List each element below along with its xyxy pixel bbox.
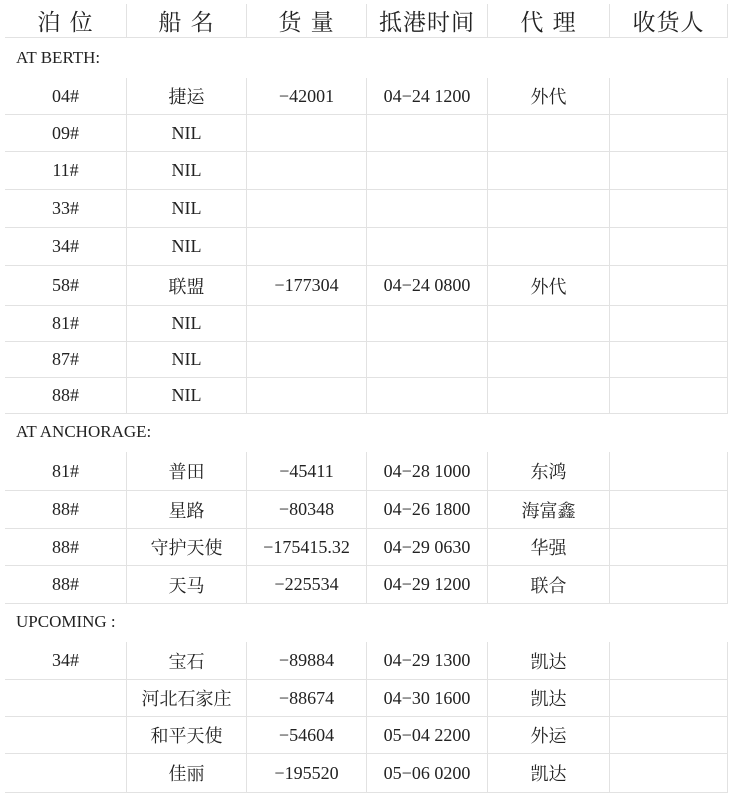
cell-vessel: NIL [127, 152, 247, 190]
cell-berth: 11# [5, 152, 127, 190]
cell-agent: 外代 [488, 78, 610, 115]
cell-vessel: 宝石 [127, 642, 247, 680]
cell-quantity: −89884 [247, 642, 367, 680]
cell-arrival: 04−29 1300 [367, 642, 488, 680]
cell-berth: 87# [5, 342, 127, 378]
table-row [0, 680, 734, 717]
cell-vessel: NIL [127, 306, 247, 342]
cell-quantity [247, 152, 367, 190]
table-row [0, 566, 734, 604]
table-row [0, 78, 734, 115]
cell-consignee [610, 78, 728, 115]
cell-berth: 09# [5, 115, 127, 152]
cell-quantity [247, 115, 367, 152]
cell-quantity: −175415.32 [247, 529, 367, 566]
table-header [0, 0, 734, 40]
cell-vessel: NIL [127, 342, 247, 378]
cell-agent [488, 228, 610, 266]
header-vessel-name: 船 名 [127, 4, 247, 38]
cell-consignee [610, 306, 728, 342]
cell-arrival [367, 306, 488, 342]
cell-consignee [610, 717, 728, 754]
cell-consignee [610, 115, 728, 152]
cell-arrival: 05−04 2200 [367, 717, 488, 754]
table-row [0, 306, 734, 342]
cell-arrival: 04−24 1200 [367, 78, 488, 115]
section-upcoming [0, 604, 734, 642]
table-row [0, 266, 734, 306]
cell-arrival: 05−06 0200 [367, 754, 488, 793]
cell-berth: 33# [5, 190, 127, 228]
cell-consignee [610, 190, 728, 228]
table-row [0, 378, 734, 414]
cell-consignee [610, 491, 728, 529]
cell-vessel: NIL [127, 378, 247, 414]
cell-berth: 34# [5, 228, 127, 266]
cell-berth [5, 717, 127, 754]
cell-berth: 34# [5, 642, 127, 680]
cell-agent: 外运 [488, 717, 610, 754]
cell-agent [488, 342, 610, 378]
section-at-anchorage [0, 414, 734, 452]
cell-agent: 东鸿 [488, 452, 610, 491]
cell-agent [488, 115, 610, 152]
cell-agent [488, 190, 610, 228]
cell-quantity: −54604 [247, 717, 367, 754]
section-label: AT BERTH: [16, 48, 101, 67]
cell-arrival: 04−28 1000 [367, 452, 488, 491]
cell-vessel: 捷运 [127, 78, 247, 115]
cell-agent: 凯达 [488, 754, 610, 793]
cell-arrival [367, 152, 488, 190]
cell-vessel: 联盟 [127, 266, 247, 306]
cell-arrival: 04−29 1200 [367, 566, 488, 604]
cell-arrival [367, 342, 488, 378]
cell-arrival: 04−30 1600 [367, 680, 488, 717]
cell-consignee [610, 152, 728, 190]
cell-consignee [610, 754, 728, 793]
cell-arrival [367, 228, 488, 266]
cell-berth: 81# [5, 306, 127, 342]
cell-quantity [247, 190, 367, 228]
cell-agent: 华强 [488, 529, 610, 566]
header-berth: 泊 位 [5, 4, 127, 38]
cell-vessel: 佳丽 [127, 754, 247, 793]
cell-vessel: 普田 [127, 452, 247, 491]
table-row [0, 452, 734, 491]
cell-quantity: −195520 [247, 754, 367, 793]
cell-berth: 88# [5, 529, 127, 566]
header-cargo-quantity: 货 量 [247, 4, 367, 38]
cell-berth [5, 680, 127, 717]
table-row [0, 754, 734, 793]
cell-arrival [367, 115, 488, 152]
cell-agent [488, 378, 610, 414]
cell-quantity [247, 378, 367, 414]
cell-arrival [367, 378, 488, 414]
cell-consignee [610, 642, 728, 680]
cell-consignee [610, 378, 728, 414]
table-row [0, 115, 734, 152]
cell-agent: 海富鑫 [488, 491, 610, 529]
cell-vessel: NIL [127, 115, 247, 152]
cell-vessel: 河北石家庄 [127, 680, 247, 717]
cell-agent [488, 152, 610, 190]
cell-vessel: 守护天使 [127, 529, 247, 566]
cell-consignee [610, 680, 728, 717]
cell-quantity: −42001 [247, 78, 367, 115]
cell-arrival: 04−26 1800 [367, 491, 488, 529]
cell-consignee [610, 452, 728, 491]
table-row [0, 152, 734, 190]
cell-quantity: −177304 [247, 266, 367, 306]
table-row [0, 529, 734, 566]
cell-consignee [610, 529, 728, 566]
cell-berth: 88# [5, 566, 127, 604]
cell-agent: 外代 [488, 266, 610, 306]
cell-consignee [610, 566, 728, 604]
cell-berth: 58# [5, 266, 127, 306]
cell-quantity: −80348 [247, 491, 367, 529]
header-arrival-time: 抵港时间 [367, 4, 488, 38]
cell-berth: 88# [5, 378, 127, 414]
header-agent: 代 理 [488, 4, 610, 38]
cell-quantity: −45411 [247, 452, 367, 491]
cell-vessel: NIL [127, 228, 247, 266]
section-at-berth [0, 40, 734, 77]
cell-vessel: 天马 [127, 566, 247, 604]
cell-arrival: 04−29 0630 [367, 529, 488, 566]
cell-berth: 81# [5, 452, 127, 491]
cell-quantity [247, 306, 367, 342]
cell-berth [5, 754, 127, 793]
cell-consignee [610, 228, 728, 266]
header-consignee: 收货人 [610, 4, 728, 38]
cell-vessel: 和平天使 [127, 717, 247, 754]
section-label: AT ANCHORAGE: [16, 422, 152, 441]
cell-arrival [367, 190, 488, 228]
table-row [0, 228, 734, 266]
cell-quantity: −88674 [247, 680, 367, 717]
table-row [0, 717, 734, 754]
cell-agent: 凯达 [488, 642, 610, 680]
cell-consignee [610, 266, 728, 306]
cell-vessel: NIL [127, 190, 247, 228]
cell-vessel: 星路 [127, 491, 247, 529]
table-row [0, 642, 734, 680]
table-row [0, 491, 734, 529]
cell-arrival: 04−24 0800 [367, 266, 488, 306]
cell-agent [488, 306, 610, 342]
table-row [0, 190, 734, 228]
cell-quantity [247, 228, 367, 266]
cell-consignee [610, 342, 728, 378]
cell-quantity: −225534 [247, 566, 367, 604]
cell-quantity [247, 342, 367, 378]
section-label: UPCOMING : [16, 612, 116, 631]
table-row [0, 342, 734, 378]
cell-agent: 联合 [488, 566, 610, 604]
cell-agent: 凯达 [488, 680, 610, 717]
cell-berth: 04# [5, 78, 127, 115]
cell-berth: 88# [5, 491, 127, 529]
